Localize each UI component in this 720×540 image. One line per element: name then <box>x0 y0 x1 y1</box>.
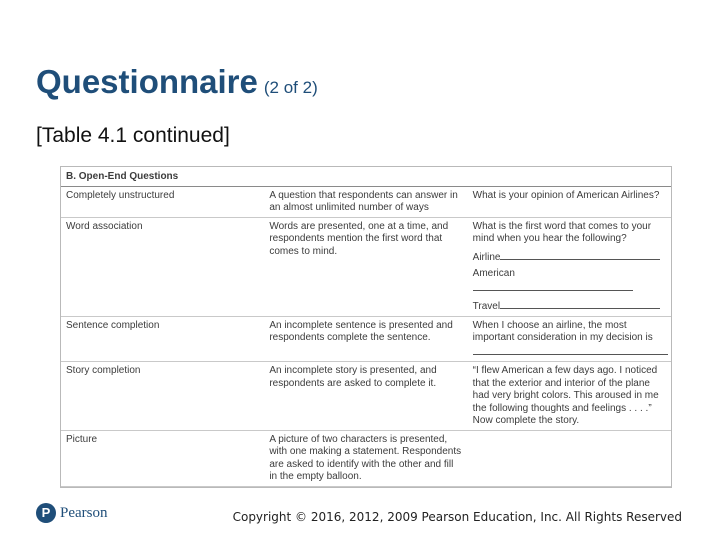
answer-blank-line <box>500 299 660 309</box>
example-intro: What is the first word that comes to your mind when you hear the following? <box>472 220 652 244</box>
slide-title <box>36 62 318 108</box>
question-type-cell: Story completion <box>61 362 264 431</box>
question-type-cell: Completely unstructured <box>61 186 264 217</box>
sentence-completion-text: When I choose an airline, the most important consideration in my decision is <box>472 319 653 343</box>
answer-blank-line <box>473 345 668 355</box>
question-description-cell: A picture of two characters is presented, with one making a statement. Respondents are asked to identify with the other and fill in the empty balloon. <box>264 430 467 486</box>
copyright-notice: Copyright © 2016, 2012, 2009 Pearson Education, Inc. All Rights Reserved <box>232 510 682 524</box>
slide-title-suffix: (2 of 2) <box>263 78 318 97</box>
question-description-cell <box>264 486 467 488</box>
table-row <box>61 316 671 362</box>
table-row <box>61 430 671 486</box>
word-association-item <box>473 250 667 265</box>
question-example-cell: “I flew American a few days ago. I noticed that the exterior and interior of the plane had very bright colors. This aroused in me the following thoughts and feelings . . . .” Now complete the story. <box>468 362 671 431</box>
question-example-cell <box>468 486 671 488</box>
question-example-cell <box>468 217 671 316</box>
word-association-label: Travel <box>472 301 501 312</box>
question-description-cell: Words are presented, one at a time, and respondents mention the first word that comes to mind. <box>264 217 467 316</box>
word-association-item <box>473 299 667 314</box>
table-row <box>61 362 671 431</box>
slide-subtitle: [Table 4.1 continued] <box>36 124 230 147</box>
question-type-cell <box>61 486 264 488</box>
table-section-heading-row <box>61 167 671 186</box>
word-association-item <box>473 268 667 295</box>
question-type-cell: Sentence completion <box>61 316 264 362</box>
word-association-label: American <box>472 268 515 279</box>
question-type-cell: Word association <box>61 217 264 316</box>
table-row <box>61 486 671 488</box>
table-row <box>61 217 671 316</box>
pearson-logo <box>36 503 108 523</box>
table-section-heading: B. Open-End Questions <box>61 167 671 186</box>
word-association-label: Airline <box>472 251 501 263</box>
answer-blank-line <box>473 281 633 291</box>
answer-blank-line <box>500 250 660 260</box>
open-end-questions-table <box>60 166 672 488</box>
question-description-cell: A question that respondents can answer in an almost unlimited number of ways <box>264 186 467 217</box>
question-example-cell <box>468 316 671 362</box>
question-description-cell: An incomplete sentence is presented and respondents complete the sentence. <box>264 316 467 362</box>
question-type-cell: Picture <box>61 430 264 486</box>
pearson-logo-icon: P <box>36 503 56 523</box>
question-description-cell: An incomplete story is presented, and respondents are asked to complete it. <box>264 362 467 431</box>
question-example-cell: What is your opinion of American Airlines? <box>468 186 671 217</box>
slide-title-text: Questionnaire <box>36 63 258 100</box>
pearson-brand-text: Pearson <box>60 504 108 521</box>
question-example-cell <box>468 430 671 486</box>
table-row <box>61 186 671 217</box>
